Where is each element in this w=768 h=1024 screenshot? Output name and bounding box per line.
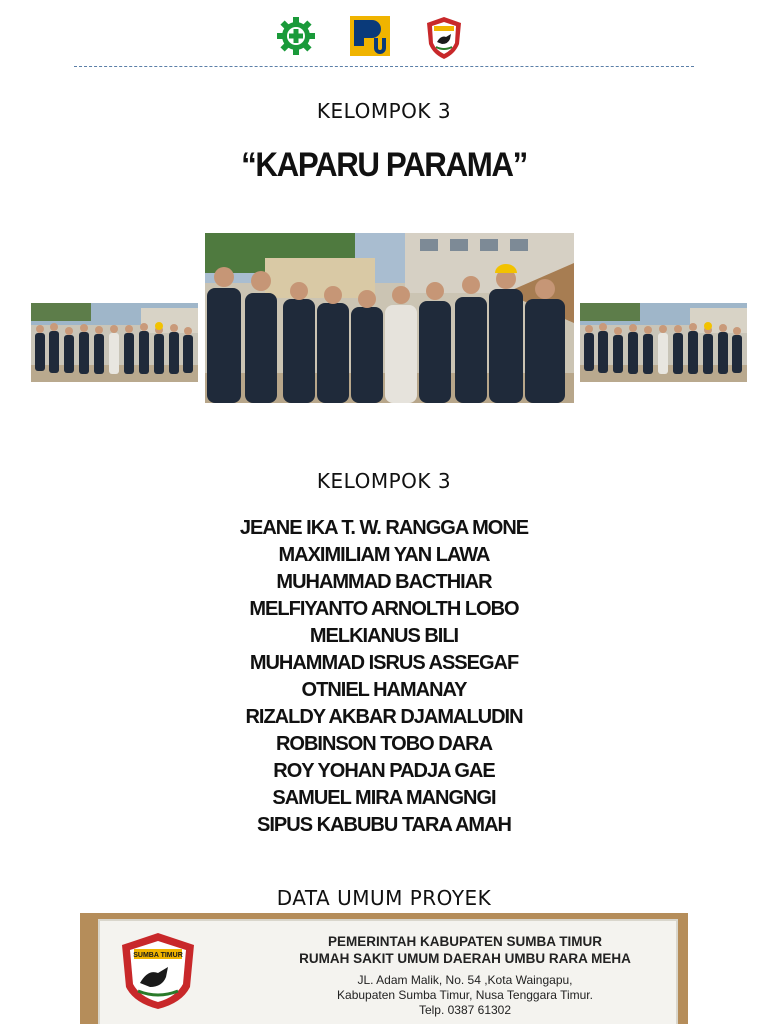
member-name: MELKIANUS BILI [309,625,459,647]
sign-line-3: JL. Adam Malik, No. 54 ,Kota Waingapu, [357,973,573,987]
sign-line-5: Telp. 0387 61302 [418,1003,512,1017]
sign-line-1: PEMERINTAH KABUPATEN SUMBA TIMUR [328,934,602,949]
sign-text-block [275,933,655,1018]
header-divider [74,66,694,67]
member-name: MUHAMMAD ISRUS ASSEGAF [249,652,519,674]
group-photo-main [205,233,574,403]
project-heading: DATA UMUM PROYEK [276,886,492,910]
member-name: ROBINSON TOBO DARA [275,733,493,755]
logo-row [0,16,768,62]
member-name: MAXIMILIAM YAN LAWA [278,544,490,566]
sign-line-2: RUMAH SAKIT UMUM DAERAH UMBU RARA MEHA [299,951,631,966]
member-name: SIPUS KABUBU TARA AMAH [257,814,511,836]
group-label: KELOMPOK 3 [316,99,452,123]
sign-line-4: Kabupaten Sumba Timur, Nusa Tenggara Timur. [337,988,593,1002]
sign-panel [98,919,678,1024]
hospital-sign-photo [80,913,688,1024]
member-name: SAMUEL MIRA MANGNGI [272,787,496,809]
member-name: MELFIYANTO ARNOLTH LOBO [249,598,519,620]
page-title: “KAPARU PARAMA” [241,146,527,184]
member-name: OTNIEL HAMANAY [301,679,467,701]
member-list [0,515,768,839]
member-name: RIZALDY AKBAR DJAMALUDIN [245,706,523,728]
sumba-timur-seal-icon [118,931,198,1011]
group-photo-right [580,303,747,382]
sumba-timur-crest-icon [425,16,463,60]
members-heading: KELOMPOK 3 [316,469,452,493]
gear-cross-logo-icon [276,16,316,56]
member-name: JEANE IKA T. W. RANGGA MONE [239,517,529,539]
member-name: ROY YOHAN PADJA GAE [273,760,495,782]
seal-label: SUMBA TIMUR [133,952,183,959]
group-photo-left [31,303,198,382]
pu-logo-icon [350,16,390,56]
member-name: MUHAMMAD BACTHIAR [276,571,492,593]
